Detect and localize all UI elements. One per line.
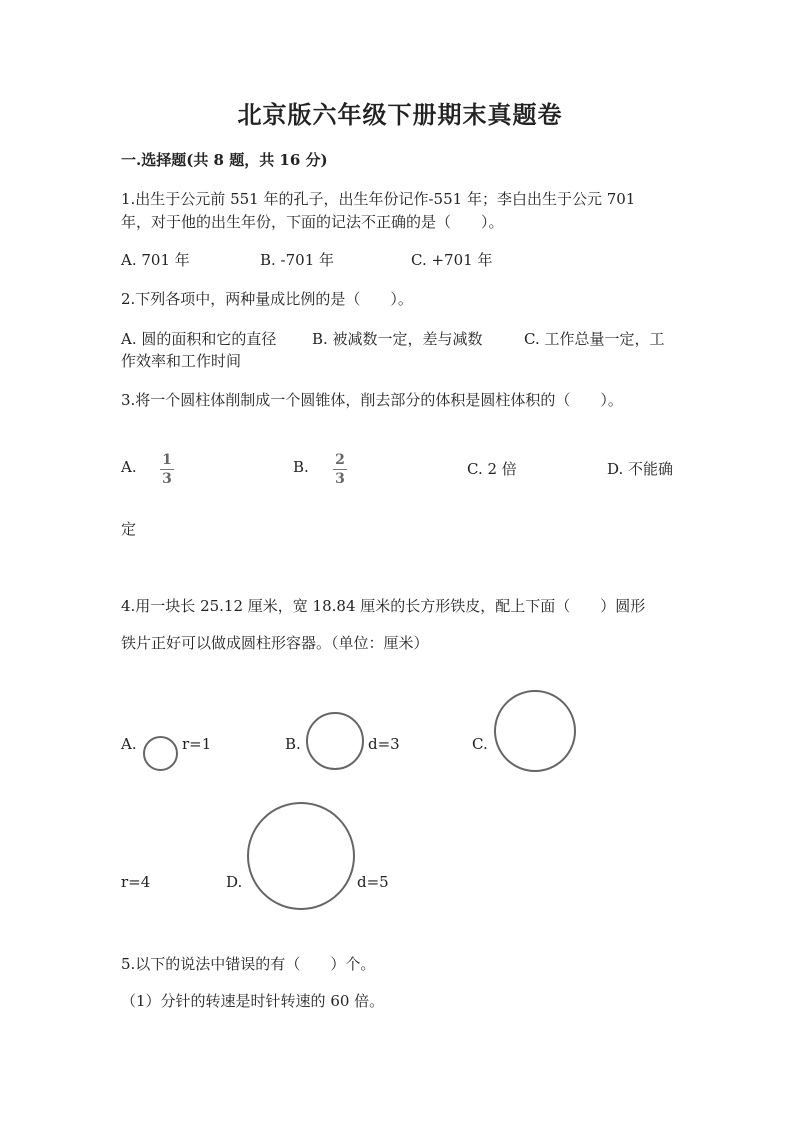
question-3-option-b-label: B. (293, 458, 309, 476)
question-1-line-2: 年，对于他的出生年份，下面的记法不正确的是（ ）。 (121, 213, 504, 231)
fraction-numerator: 1 (162, 452, 172, 468)
question-4-option-a-label: A. (121, 735, 137, 753)
question-4-option-b-value: d=3 (368, 735, 400, 753)
question-1-option-a: A. 701 年 (121, 251, 190, 269)
fraction-denominator: 3 (335, 471, 345, 487)
question-4-option-b-label: B. (285, 735, 301, 753)
question-4-option-d-value: d=5 (357, 873, 389, 891)
circle-option-a (143, 736, 178, 771)
question-5-stem: 5.以下的说法中错误的有（ ）个。 (121, 955, 376, 973)
question-2-option-a: A. 圆的面积和它的直径 (121, 330, 277, 348)
question-3-option-a-label: A. (121, 458, 137, 476)
question-3-option-b-fraction (333, 452, 347, 487)
question-1-option-c: C. +701 年 (411, 251, 493, 269)
question-2-stem: 2.下列各项中，两种量成比例的是（ ）。 (121, 290, 413, 308)
circle-option-d (247, 802, 355, 910)
fraction-numerator: 2 (335, 452, 345, 468)
question-3-option-d-continued: 定 (121, 520, 137, 538)
question-2-option-c-continued: 作效率和工作时间 (121, 352, 242, 370)
question-2-option-c: C. 工作总量一定，工 (524, 330, 665, 348)
circle-option-c (494, 690, 576, 772)
question-4-option-c-value: r=4 (121, 873, 151, 891)
question-4-option-a-value: r=1 (182, 735, 212, 753)
question-4-option-c-label: C. (472, 735, 488, 753)
question-4-line-2: 铁片正好可以做成圆柱形容器。（单位：厘米） (121, 634, 429, 652)
question-4-line-1: 4.用一块长 25.12 厘米，宽 18.84 厘米的长方形铁皮，配上下面（ ）圆形 (121, 597, 646, 615)
question-3-option-c: C. 2 倍 (467, 460, 517, 478)
question-4-option-d-label: D. (226, 873, 243, 891)
page-title: 北京版六年级下册期末真题卷 (237, 100, 563, 129)
question-2-option-b: B. 被减数一定，差与减数 (312, 330, 483, 348)
question-3-option-d: D. 不能确 (607, 460, 674, 478)
question-1-line-1: 1.出生于公元前 551 年的孔子，出生年份记作-551 年；李白出生于公元 701 (121, 190, 636, 208)
circle-option-b (306, 712, 364, 770)
question-3-option-a-fraction (160, 452, 174, 487)
fraction-denominator: 3 (162, 471, 172, 487)
fraction-bar (333, 469, 347, 470)
section-heading: 一.选择题(共 8 题，共 16 分) (121, 151, 328, 169)
fraction-bar (160, 469, 174, 470)
question-3-stem: 3.将一个圆柱体削制成一个圆锥体，削去部分的体积是圆柱体积的（ ）。 (121, 391, 623, 409)
question-1-option-b: B. -701 年 (260, 251, 335, 269)
question-5-item-1: （1）分针的转速是时针转速的 60 倍。 (121, 992, 385, 1010)
